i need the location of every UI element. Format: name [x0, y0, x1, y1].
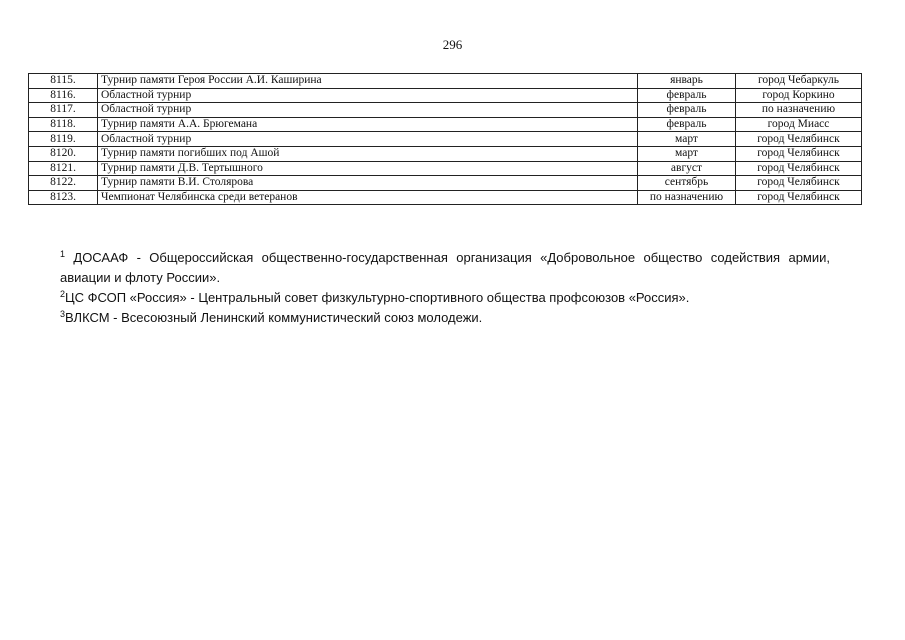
event-month: март [638, 132, 736, 147]
footnote-text: ЦС ФСОП «Россия» - Центральный совет физкультурно-спортивного общества профсоюзов «Россия». [65, 290, 690, 305]
table-row [29, 88, 862, 103]
event-month: январь [638, 74, 736, 89]
event-name: Областной турнир [98, 103, 638, 118]
event-place: город Челябинск [736, 190, 862, 205]
event-number: 8121. [29, 161, 98, 176]
events-table [28, 73, 862, 205]
event-number: 8116. [29, 88, 98, 103]
event-number: 8115. [29, 74, 98, 89]
footnote-text: ДОСААФ - Общероссийская общественно-государственная организация «Добровольное общество содействия армии, авиации и флоту России». [60, 250, 830, 285]
footnote-2 [60, 288, 830, 308]
footnote-mark: 2 [60, 289, 66, 299]
event-name: Турнир памяти Д.В. Тертышного [98, 161, 638, 176]
event-place: город Миасс [736, 117, 862, 132]
footnotes [60, 248, 830, 328]
event-number: 8119. [29, 132, 98, 147]
event-place: город Челябинск [736, 146, 862, 161]
table-row [29, 117, 862, 132]
event-name: Турнир памяти А.А. Брюгемана [98, 117, 638, 132]
event-name: Турнир памяти погибших под Ашой [98, 146, 638, 161]
footnote-mark: 3 [60, 309, 66, 319]
event-number: 8118. [29, 117, 98, 132]
event-number: 8117. [29, 103, 98, 118]
event-name: Турнир памяти Героя России А.И. Каширина [98, 74, 638, 89]
event-month: сентябрь [638, 176, 736, 191]
page-number: 296 [442, 37, 463, 52]
event-place: город Челябинск [736, 176, 862, 191]
event-number: 8123. [29, 190, 98, 205]
event-name: Областной турнир [98, 132, 638, 147]
event-month: февраль [638, 117, 736, 132]
table-row [29, 176, 862, 191]
event-month: по назначению [638, 190, 736, 205]
table-row [29, 146, 862, 161]
event-month: август [638, 161, 736, 176]
footnote-text: ВЛКСМ - Всесоюзный Ленинский коммунистический союз молодежи. [65, 310, 483, 325]
table-row [29, 190, 862, 205]
table-row [29, 132, 862, 147]
event-number: 8120. [29, 146, 98, 161]
event-place: город Челябинск [736, 132, 862, 147]
event-month: март [638, 146, 736, 161]
table-row [29, 161, 862, 176]
event-name: Турнир памяти В.И. Столярова [98, 176, 638, 191]
event-place: город Коркино [736, 88, 862, 103]
event-name: Чемпионат Челябинска среди ветеранов [98, 190, 638, 205]
event-place: город Челябинск [736, 161, 862, 176]
event-number: 8122. [29, 176, 98, 191]
event-name: Областной турнир [98, 88, 638, 103]
event-place: по назначению [736, 103, 862, 118]
table-row [29, 74, 862, 89]
table-row [29, 103, 862, 118]
footnote-1 [60, 248, 830, 288]
event-month: февраль [638, 88, 736, 103]
footnote-mark: 1 [60, 249, 66, 259]
footnote-3 [60, 308, 830, 328]
event-month: февраль [638, 103, 736, 118]
event-place: город Чебаркуль [736, 74, 862, 89]
